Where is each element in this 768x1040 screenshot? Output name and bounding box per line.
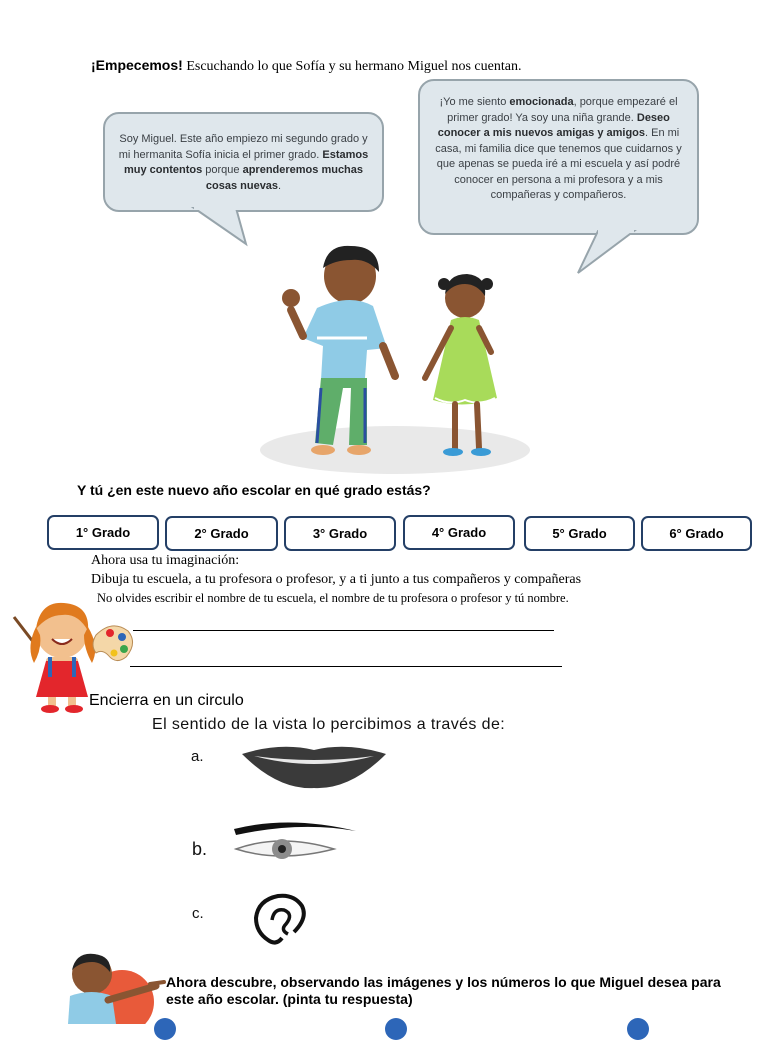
intro-text: ¡Empecemos! Escuchando lo que Sofía y su hermano Miguel nos cuentan. <box>91 57 522 74</box>
eye-icon[interactable] <box>230 815 362 863</box>
grade-question: Y tú ¿en este nuevo año escolar en qué grado estás? <box>77 482 431 498</box>
number-circle[interactable] <box>627 1018 649 1040</box>
speech-bubble-sofia: ¡Yo me siento emocionada, porque empezaré el primer grado! Ya soy una niña grande. Deseo conocer a mis nuevos amigas y amigos. En mi casa, mi familia dice que tenemos que cuidarnos y que apenas se pueda iré a mi escuela y así podré conocer en persona a mi profesora y a mis compañeras y compañeros. <box>418 79 699 235</box>
children-illustration <box>255 238 535 478</box>
grade-option-5[interactable]: 5° Grado <box>524 516 635 551</box>
option-c-letter: c. <box>192 905 204 922</box>
mouth-icon[interactable] <box>240 742 388 790</box>
speech-bubble-miguel: Soy Miguel. Este año empiezo mi segundo grado y mi hermanita Sofía inicia el primer grado. Estamos muy contentos porque aprenderemos muchas cosas nuevas. <box>103 112 384 212</box>
grade-option-1[interactable]: 1° Grado <box>47 515 159 550</box>
grade-option-2[interactable]: 2° Grado <box>165 516 278 551</box>
number-circle[interactable] <box>154 1018 176 1040</box>
miguel-pointing-illustration <box>58 950 166 1024</box>
circle-heading: Encierra en un circulo <box>89 692 244 709</box>
grade-option-3[interactable]: 3° Grado <box>284 516 396 551</box>
final-instruction: Ahora descubre, observando las imágenes y los números lo que Miguel desea para este año escolar. (pinta tu respuesta) <box>166 974 721 1007</box>
grade-option-4[interactable]: 4° Grado <box>403 515 515 550</box>
answer-line-2[interactable] <box>130 666 562 667</box>
grade-option-6[interactable]: 6° Grado <box>641 516 752 551</box>
instruction-line-2: Dibuja tu escuela, a tu profesora o profesor, y a ti junto a tus compañeros y compañeras <box>91 572 582 587</box>
option-a-letter: a. <box>191 748 204 765</box>
bubble-tail-sofia <box>574 229 644 279</box>
ear-icon[interactable] <box>248 892 314 948</box>
answer-line-1[interactable] <box>133 630 554 631</box>
sense-question: El sentido de la vista lo percibimos a través de: <box>152 716 506 733</box>
option-b-letter: b. <box>192 839 208 859</box>
bubble-tail-miguel <box>190 206 260 250</box>
instruction-line-1: Ahora usa tu imaginación: <box>91 553 240 568</box>
number-circle[interactable] <box>385 1018 407 1040</box>
miguel-figure <box>282 246 395 455</box>
instruction-line-3: No olvides escribir el nombre de tu escuela, el nombre de tu profesora o profesor y tú nombre. <box>97 591 569 605</box>
